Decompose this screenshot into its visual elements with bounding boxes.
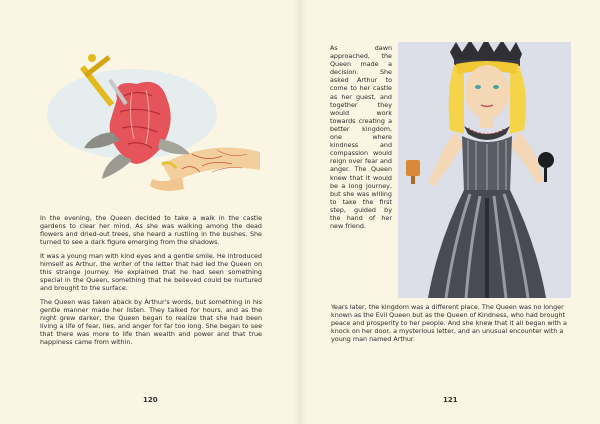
- paragraph: In the evening, the Queen decided to take a walk in the castle gardens to clear her mind. As she was walking among the dead flowers and dried-out trees, she heard a rustling in the bushes. She turned to see a dark figure emerging from the shadows.: [40, 214, 262, 246]
- page-number-right: 121: [443, 396, 458, 404]
- heart-with-sword-illustration: [42, 44, 262, 214]
- queen-portrait-illustration: [398, 42, 571, 298]
- queen-portrait-frame: [398, 42, 571, 298]
- page-number-left: 120: [143, 396, 158, 404]
- paragraph: The Queen was taken aback by Arthur's words, but something in his gentle manner made her listen. They talked for hours, and as the night grew darker, the Queen began to realize that she had been living a life of fear, lies, and anger for far too long. She began to see that there was more to life than wealth and power and that true happiness came from within.: [40, 298, 262, 346]
- left-page-text: [40, 214, 262, 352]
- right-bottom-text: Years later, the kingdom was a different place. The Queen was no longer known as the Evil Queen but as the Queen of Kindness, who had brought peace and prosperity to her people. And she knew that it all began with a knock on her door, a mysterious letter, and an unusual encounter with a young man named Arthur.: [331, 303, 567, 343]
- paragraph: It was a young man with kind eyes and a gentle smile. He introduced himself as Arthur, the writer of the letter that had led the Queen on this strange journey. He explained that he had seen something special in the Queen, something that he believed could be nurtured and brought to the surface.: [40, 252, 262, 292]
- right-side-text: As dawn approached, the Queen made a decision. She asked Arthur to come to her castle as her guest, and together they would work towards creating a better kingdom, one where kindness and compassion would reign over fear and anger. The Queen knew that it would be a long journey, but she was willing to take the first step, guided by the hand of her new friend.: [330, 44, 392, 231]
